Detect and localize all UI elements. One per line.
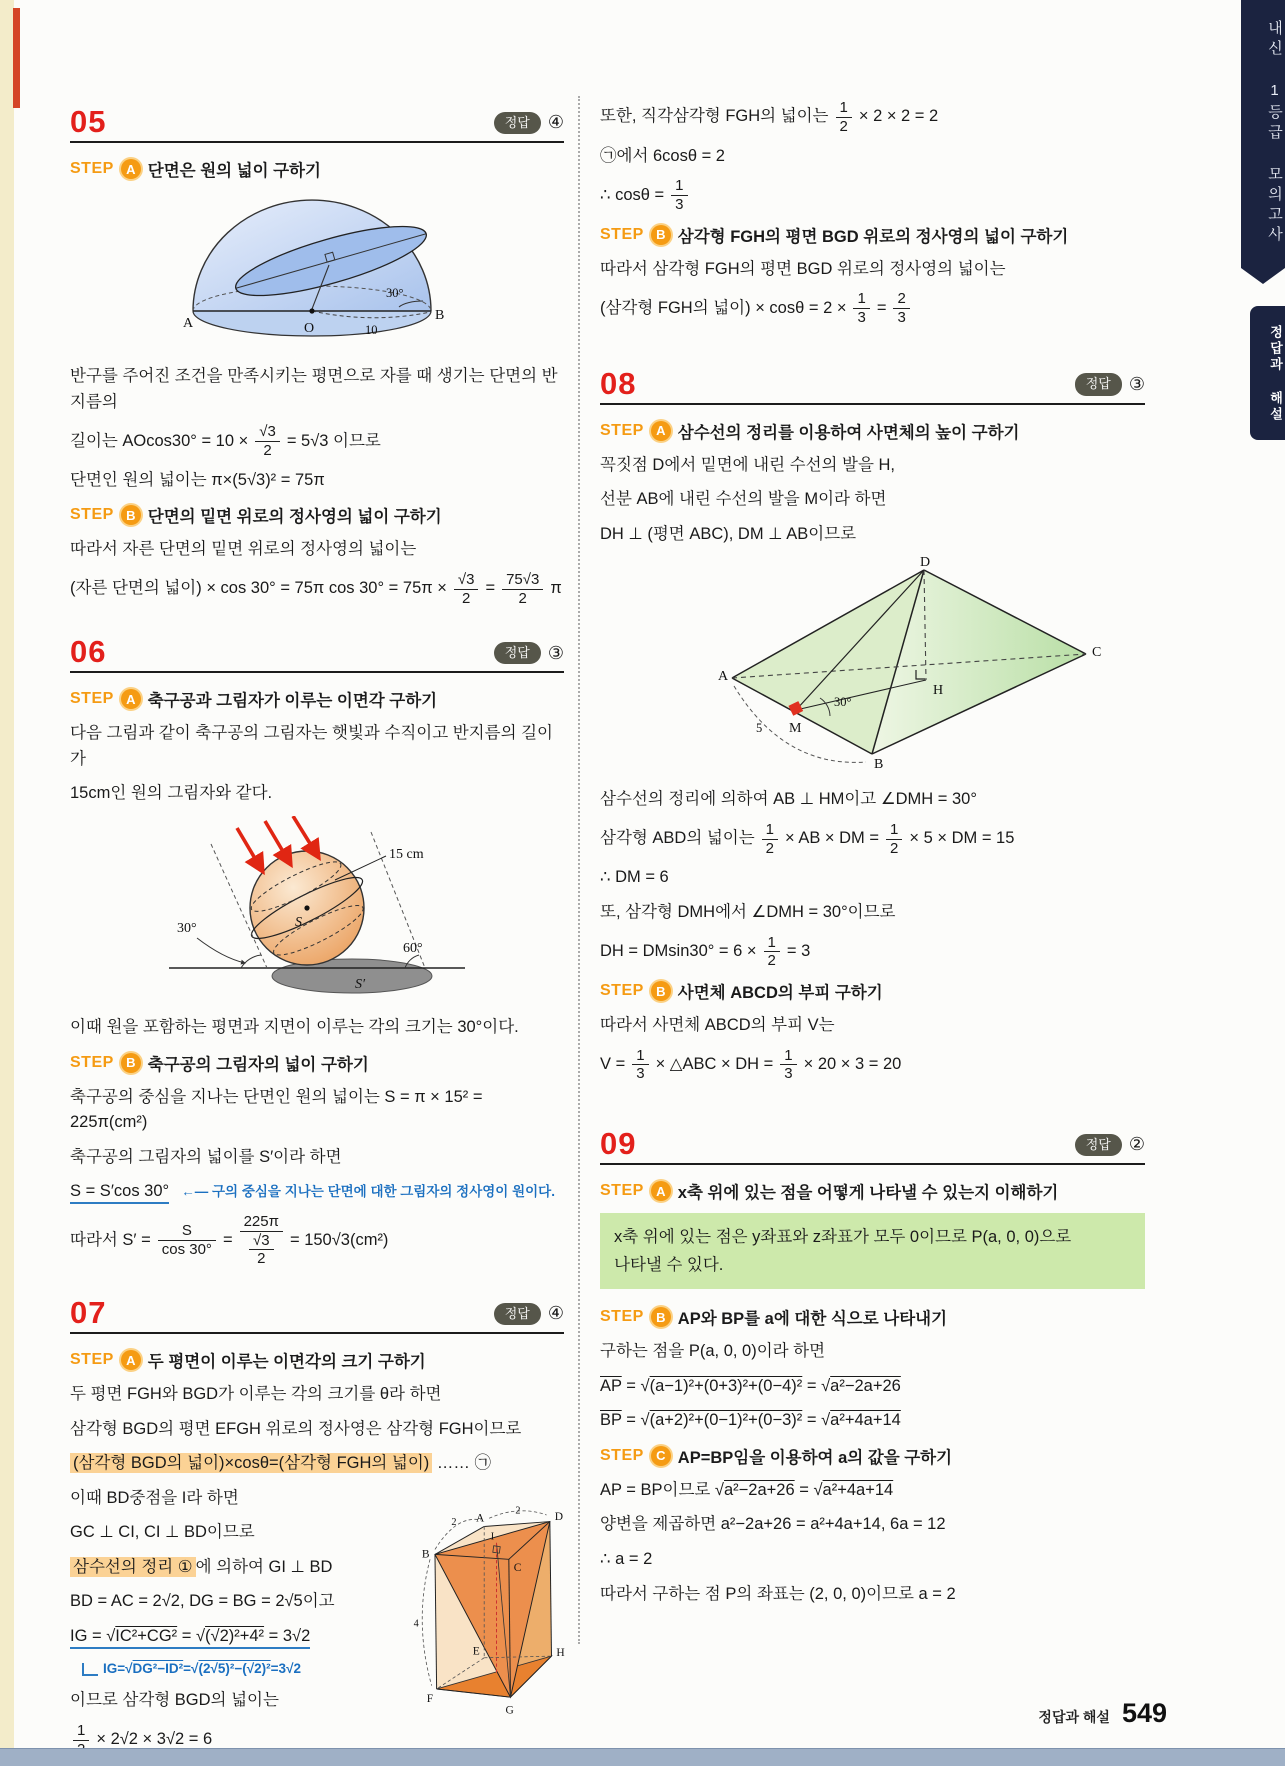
problem-08-header (600, 365, 1145, 405)
answer-area (494, 112, 564, 137)
label-M: M (788, 721, 801, 737)
label-C: C (513, 1561, 522, 1574)
page-number: 549 (1121, 1698, 1167, 1728)
problem-number: 06 (70, 634, 107, 670)
underlined-equation: IG = √IC²+CG² = √(√2)²+4² = 3√2 (70, 1627, 310, 1649)
solution-line: 다음 그림과 같이 축구공의 그림자는 햇빛과 수직이고 반지름의 길이가 (70, 724, 553, 768)
highlighted-equation: (삼각형 BGD의 넓이)×cosθ=(삼각형 FGH의 넓이) (70, 1453, 432, 1473)
tetrahedron-figure (634, 556, 1112, 772)
prism-figure (412, 1502, 572, 1720)
step-letter-badge: B (121, 1053, 141, 1073)
solution-line: ∴ a = 2 (600, 1549, 653, 1568)
fraction: $\frac{1}{2}$ (836, 100, 852, 135)
step-letter-badge: A (121, 1350, 141, 1370)
prism-figure-wrap (412, 1502, 572, 1725)
answer-choice: ④ (547, 1303, 564, 1324)
problem-05 (70, 106, 564, 606)
problem-number: 05 (70, 104, 107, 139)
margin-note: ←— 구의 중심을 지나는 단면에 대한 그림자의 정사영이 원이다. (173, 1184, 555, 1200)
label-A: A (183, 316, 194, 331)
answer-area (1075, 373, 1145, 398)
column-divider (578, 96, 580, 1644)
solution-line: AP = BP이므로 √a²−2a+26 = √a²+4a+14 (600, 1480, 894, 1499)
problem-number: 09 (600, 1126, 637, 1162)
step-letter-badge: B (651, 981, 671, 1001)
label-F: F (426, 1693, 434, 1706)
answer-area (494, 642, 564, 667)
page-footer (1038, 1698, 1167, 1729)
step-letter-badge: B (651, 1307, 671, 1327)
solution-line: 축구공의 그림자의 넓이를 S′이라 하면 (70, 1147, 342, 1166)
solution-line: BD = AC = 2√2, DG = BG = 2√5이고 (70, 1592, 335, 1611)
fraction: $\frac{75√3}{2}$ (502, 572, 543, 607)
problem-08 (600, 365, 1145, 1083)
label-O: O (304, 321, 315, 336)
solution-line: 또한, 직각삼각형 FGH의 넓이는 $\frac{1}{2}$ × 2 × 2 = 2 (600, 99, 939, 135)
solution-line: (삼각형 FGH의 넓이) × cosθ = 2 × $\frac{1}{3}$ = $\frac{2}{3}$ (600, 291, 1145, 326)
step-letter-badge: B (121, 505, 141, 525)
solution-line: $\overline{BP} = √(a+2)^2+(0-1)^2+(0-3)^2 = √a^2+4a+14$ (600, 1411, 901, 1430)
label-5: 5 (755, 721, 762, 736)
sidebar-notch (1241, 268, 1285, 284)
step-a-header: STEP A x축 위에 있는 점을 어떻게 나타낼 수 있는지 이해하기 (600, 1182, 1059, 1203)
solution-line: DH ⊥ (평면 ABC), DM ⊥ AB이므로 (600, 524, 857, 543)
label-A: A (476, 1512, 485, 1525)
answer-badge: 정답 (1075, 1134, 1122, 1156)
solution-line: 단면인 원의 넓이는 π×(5√3)² = 75π (70, 470, 325, 489)
concept-box (600, 1213, 1145, 1289)
right-column (600, 100, 1145, 1637)
problem-number: 08 (600, 365, 637, 401)
solution-line: 15cm인 원의 그림자와 같다. (70, 784, 273, 803)
solution-line (70, 1179, 564, 1205)
step-b-header: STEP B 축구공의 그림자의 넓이 구하기 (70, 1053, 369, 1074)
label-G: G (505, 1704, 514, 1717)
step-b-header: STEP B 단면의 밑면 위로의 정사영의 넓이 구하기 (70, 506, 442, 527)
edge-2-top: 2 (515, 1505, 521, 1517)
label-S-prime: S′ (355, 976, 366, 992)
answer-area (1075, 1134, 1145, 1159)
solution-line: $\overline{AP} = √(a-1)^2+(0+3)^2+(0-4)^2 = √a^2-2a+26$ (600, 1376, 901, 1395)
solution-line: GC ⊥ CI, CI ⊥ BD이므로 (70, 1523, 255, 1542)
fraction-nested: $\frac{225\pi}{\frac{√3}{2}}$ (240, 1214, 283, 1267)
underlined-equation: S = S′cos 30° (70, 1182, 169, 1204)
fraction: 1 (73, 1723, 89, 1758)
problem-05-header (70, 106, 564, 143)
answer-badge: 정답 (494, 642, 541, 664)
problem-07-body (70, 1382, 564, 1757)
fraction: $\frac{1}{3}$ (853, 291, 869, 326)
fraction: $\frac{1}{3}$ (780, 1048, 796, 1083)
label-I: I (490, 1531, 495, 1543)
solution-line: 구하는 점을 P(a, 0, 0)이라 하면 (600, 1342, 826, 1361)
label-angle: 30° (833, 695, 851, 710)
solution-line: 반구를 주어진 조건을 만족시키는 평면으로 자를 때 생기는 단면의 반지름의 (70, 367, 558, 411)
concept-box-line: 나타낼 수 있다. (614, 1256, 724, 1275)
step-c-header: STEP C AP=BP임을 이용하여 a의 값을 구하기 (600, 1446, 953, 1467)
step-b-header: STEP B 삼각형 FGH의 평면 BGD 위로의 정사영의 넓이 구하기 (600, 225, 1069, 246)
solution-line: 꼭짓점 D에서 밑면에 내린 수선의 발을 H, (600, 455, 896, 474)
solution-line: ∴ DM = 6 (600, 868, 669, 887)
sidebar-band-label: 내신 1등급 모의고사 (1266, 20, 1283, 246)
solution-line: 삼각형 BGD의 평면 EFGH 위로의 정사영은 삼각형 FGH이므로 (70, 1419, 522, 1438)
fraction: $\frac{S}{\cos 30^\circ}$ (158, 1223, 216, 1258)
label-B: B (421, 1548, 430, 1561)
soccer-ball-figure (157, 816, 477, 1000)
sidebar-band (1241, 0, 1285, 268)
label-H: H (932, 683, 943, 699)
left-column (70, 106, 564, 1766)
answer-badge: 정답 (494, 112, 541, 134)
label-angle: 30° (386, 286, 404, 300)
fraction: $\frac{1}{3}$ (632, 1048, 648, 1083)
problem-07-header (70, 1297, 564, 1334)
answer-area (494, 1303, 564, 1328)
fraction: $\frac{1}{2}$ (762, 822, 778, 857)
answer-choice: ③ (1128, 374, 1145, 395)
answer-choice: ④ (547, 112, 564, 133)
hemisphere-figure-wrap (70, 191, 564, 354)
step-letter-badge: A (121, 689, 141, 709)
sidebar-tab[interactable] (1250, 306, 1285, 440)
solution-line: 따라서 구하는 점 P의 좌표는 (2, 0, 0)이므로 a = 2 (600, 1584, 956, 1603)
label-angle-60: 60° (403, 940, 423, 956)
solution-line: 삼각형 ABD의 넓이는 $\frac{1}{2}$ × AB × DM = $\frac{1}{2}$ × 5 × DM = 15 (600, 820, 1015, 857)
concept-box-line: x축 위에 있는 점은 y좌표와 z좌표가 모두 0이므로 P(a, 0, 0)으로 (614, 1228, 1072, 1247)
margin-note: IG=√DG²−ID²=√(2√5)²−(√2)²=3√2 (70, 1659, 564, 1680)
edge-4: 4 (413, 1618, 419, 1630)
step-a-header: STEP A 축구공과 그림자가 이루는 이면각 구하기 (70, 690, 438, 711)
problem-09 (600, 1128, 1145, 1607)
solution-line: 삼수선의 정리에 의하여 AB ⊥ HM이고 ∠DMH = 30° (600, 790, 977, 809)
solution-line: 따라서 삼각형 FGH의 평면 BGD 위로의 정사영의 넓이는 (600, 259, 1006, 278)
solution-line: 이므로 삼각형 BGD의 넓이는 (70, 1691, 279, 1710)
step-a-header: STEP A 단면은 원의 넓이 구하기 (70, 160, 321, 180)
fraction: $\frac{2}{3}$ (893, 291, 909, 326)
step-letter-badge: A (121, 159, 141, 179)
solution-line: 선분 AB에 내린 수선의 발을 M이라 하면 (600, 490, 887, 509)
page-edge-red-mark (13, 8, 20, 108)
tetrahedron-figure-wrap (600, 556, 1145, 777)
solution-line: ㉠에서 6cosθ = 2 (600, 146, 725, 165)
solution-line: 양변을 제곱하면 a²−2a+26 = a²+4a+14, 6a = 12 (600, 1515, 946, 1534)
label-B: B (873, 757, 883, 773)
problem-07-continued (600, 100, 1145, 326)
answer-choice: ② (1128, 1134, 1145, 1155)
solution-line: 이때 원을 포함하는 평면과 지면이 이루는 각의 크기는 30°이다. (70, 1017, 519, 1036)
fraction: $\frac{1}{2}$ (764, 935, 780, 970)
sidebar-tab-label: 정답과 해설 (1268, 325, 1283, 423)
page-edge-strip (0, 0, 14, 1766)
label-E: E (472, 1645, 480, 1658)
label-H: H (556, 1647, 565, 1660)
label-D: D (554, 1510, 564, 1523)
solution-line: 길이는 AOcos30° = 10 × $\frac{√3}{2}$ = 5√3 이므로 (70, 423, 381, 459)
fraction: $\frac{√3}{2}$ (454, 572, 479, 607)
solution-line: 따라서 사면체 ABCD의 부피 V는 (600, 1016, 835, 1034)
solution-line: 이때 BD중점을 I라 하면 (70, 1488, 239, 1507)
solution-line: 1 × 2√2 × 3√2 = 6 (70, 1723, 564, 1758)
step-letter-badge: A (651, 1181, 671, 1201)
label-A: A (717, 669, 728, 685)
fraction: $\frac{√3}{2}$ (249, 1233, 274, 1268)
answer-badge: 정답 (494, 1303, 541, 1325)
problem-07 (70, 1297, 564, 1757)
solution-line: V = $\frac{1}{3}$ × △ABC × DH = $\frac{1}{3}$ × 20 × 3 = 20 (600, 1046, 902, 1083)
solution-line: (삼각형 BGD의 넓이)×cosθ=(삼각형 FGH의 넓이) …… ㉠ (70, 1451, 564, 1477)
label-angle-30: 30° (177, 920, 197, 936)
fraction: $\frac{1}{3}$ (671, 178, 687, 213)
step-a-header: STEP A 삼수선의 정리를 이용하여 사면체의 높이 구하기 (600, 421, 1020, 442)
label-C: C (1091, 645, 1101, 661)
label-radius: 10 (365, 323, 378, 337)
problem-06 (70, 636, 564, 1267)
solution-line: 따라서 S′ = $\frac{S}{\cos 30^\circ}$ = $\frac{225\pi}{\frac{√3}{2}}$ = 150√3(cm²) (70, 1212, 389, 1268)
note-connector (82, 1663, 98, 1676)
solution-line: 축구공의 중심을 지나는 단면인 원의 넓이는 S = π × 15² = 225π(cm²) (70, 1087, 483, 1132)
step-letter-badge: B (651, 225, 671, 245)
label-radius: 15 cm (389, 846, 424, 862)
solution-line: 따라서 자른 단면의 밑면 위로의 정사영의 넓이는 (70, 540, 417, 559)
problem-number: 07 (70, 1295, 107, 1330)
solution-line: 또, 삼각형 DMH에서 ∠DMH = 30°이므로 (600, 902, 896, 921)
solution-line: 삼수선의 정리 ① 에 의하여 GI ⊥ BD (70, 1555, 564, 1581)
step-letter-badge: C (651, 1446, 671, 1466)
label-D: D (919, 556, 930, 571)
highlighted-term: 삼수선의 정리 ① (70, 1557, 196, 1577)
problem-06-header (70, 636, 564, 673)
footer-section-label: 정답과 해설 (1038, 1709, 1110, 1725)
solution-line: 두 평면 FGH와 BGD가 이루는 각의 크기를 θ라 하면 (70, 1385, 442, 1403)
bottom-color-bar (0, 1748, 1285, 1766)
label-S: S (295, 914, 302, 930)
step-b-header: STEP B 사면체 ABCD의 부피 구하기 (600, 982, 883, 1002)
answer-badge: 정답 (1075, 373, 1122, 395)
solution-line: ∴ cosθ = $\frac{1}{3}$ (600, 178, 1145, 213)
problem-09-header (600, 1128, 1145, 1165)
answer-choice: ③ (547, 642, 564, 663)
soccer-ball-figure-wrap (70, 816, 564, 1005)
step-a-header: STEP A 두 평면이 이루는 이면각의 크기 구하기 (70, 1351, 426, 1371)
solution-line: (자른 단면의 넓이) × cos 30° = 75π cos 30° = 75π × $\frac{√3}{2}$ = $\frac{75√3}{2}$ π (70, 570, 562, 607)
label-B: B (435, 308, 445, 323)
step-b-header: STEP B AP와 BP를 a에 대한 식으로 나타내기 (600, 1308, 948, 1329)
step-letter-badge: A (651, 421, 671, 441)
hemisphere-figure (183, 191, 451, 349)
fraction: $\frac{1}{2}$ (886, 822, 902, 857)
edge-2-left: 2 (451, 1516, 457, 1528)
fraction: $\frac{√3}{2}$ (255, 424, 280, 459)
solution-line: DH = DMsin30° = 6 × $\frac{1}{2}$ = 3 (600, 933, 811, 970)
